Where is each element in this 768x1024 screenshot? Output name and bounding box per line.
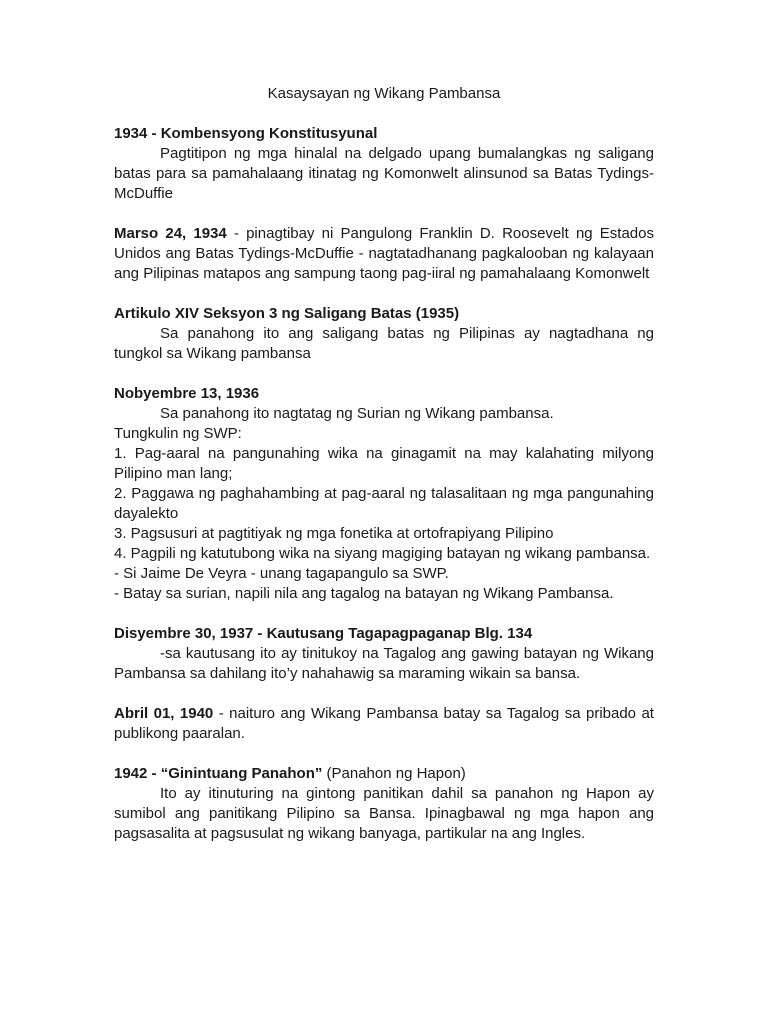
document-content <box>114 84 654 864</box>
section-body: - pinagtibay ni Pangulong Franklin D. Roosevelt ng Estados Unidos ang Batas Tydings-McDuffie - nagtatadhanang pagkalooban ng kalayaan ang Pilipinas matapos ang sampung taong pag-iiral ng pamahalaang Komonwelt <box>114 225 654 282</box>
swp-duties-label: Tungkulin ng SWP: <box>114 425 242 442</box>
list-item: 1. Pag-aaral na pangunahing wika na ginagamit na may kalahating milyong Pilipino man lang; <box>114 445 654 482</box>
section-1934 <box>114 124 654 204</box>
section-body: Sa panahong ito ang saligang batas ng Pilipinas ay nagtadhana ng tungkol sa Wikang pambansa <box>114 325 654 362</box>
note-item: - Batay sa surian, napili nila ang tagalog na batayan ng Wikang Pambansa. <box>114 585 614 602</box>
section-body: - naituro ang Wikang Pambansa batay sa Tagalog sa pribado at publikong paaralan. <box>114 705 654 742</box>
section-heading: 1934 - Kombensyong Konstitusyunal <box>114 125 378 142</box>
section-heading-bold: 1942 - “Ginintuang Panahon” <box>114 765 323 782</box>
section-body: Sa panahong ito nagtatag ng Surian ng Wikang pambansa. <box>160 405 554 422</box>
list-item: 4. Pagpili ng katutubong wika na siyang magiging batayan ng wikang pambansa. <box>114 545 651 562</box>
section-date: Abril 01, 1940 <box>114 705 214 722</box>
section-marso-1934 <box>114 224 654 284</box>
list-item: 3. Pagsusuri at pagtitiyak ng mga fonetika at ortofrapiyang Pilipino <box>114 525 554 542</box>
section-1942 <box>114 764 654 844</box>
note-item: - Si Jaime De Veyra - unang tagapangulo sa SWP. <box>114 565 449 582</box>
section-date: Marso 24, 1934 <box>114 225 227 242</box>
section-disyembre-1937 <box>114 624 654 684</box>
section-heading: Nobyembre 13, 1936 <box>114 385 260 402</box>
section-artikulo <box>114 304 654 364</box>
list-item: 2. Paggawa ng paghahambing at pag-aaral ng talasalitaan ng mga pangunahing dayalekto <box>114 485 654 522</box>
section-heading <box>114 764 654 784</box>
section-paragraph <box>114 224 654 284</box>
section-heading: Disyembre 30, 1937 - Kautusang Tagapagpaganap Blg. 134 <box>114 625 533 642</box>
section-heading: Artikulo XIV Seksyon 3 ng Saligang Batas (1935) <box>114 305 460 322</box>
section-body: -sa kautusang ito ay tinitukoy na Tagalog ang gawing batayan ng Wikang Pambansa sa dahilang ito’y nahahawig sa maraming wikain sa bansa. <box>114 645 654 682</box>
section-abril-1940 <box>114 704 654 744</box>
section-heading-rest: (Panahon ng Hapon) <box>322 765 466 782</box>
section-nobyembre-1936 <box>114 384 654 604</box>
document-title: Kasaysayan ng Wikang Pambansa <box>267 85 501 102</box>
section-body: Pagtitipon ng mga hinalal na delgado upang bumalangkas ng saligang batas para sa pamahalaang itinatag ng Komonwelt alinsunod sa Batas Tydings-McDuffie <box>114 145 654 202</box>
section-body: Ito ay itinuturing na gintong panitikan dahil sa panahon ng Hapon ay sumibol ang panitikang Pilipino sa Bansa. Ipinagbawal ng mga hapon ang pagsasalita at pagsusulat ng wikang banyaga, partikular na ang Ingles. <box>114 785 654 842</box>
section-paragraph <box>114 704 654 744</box>
